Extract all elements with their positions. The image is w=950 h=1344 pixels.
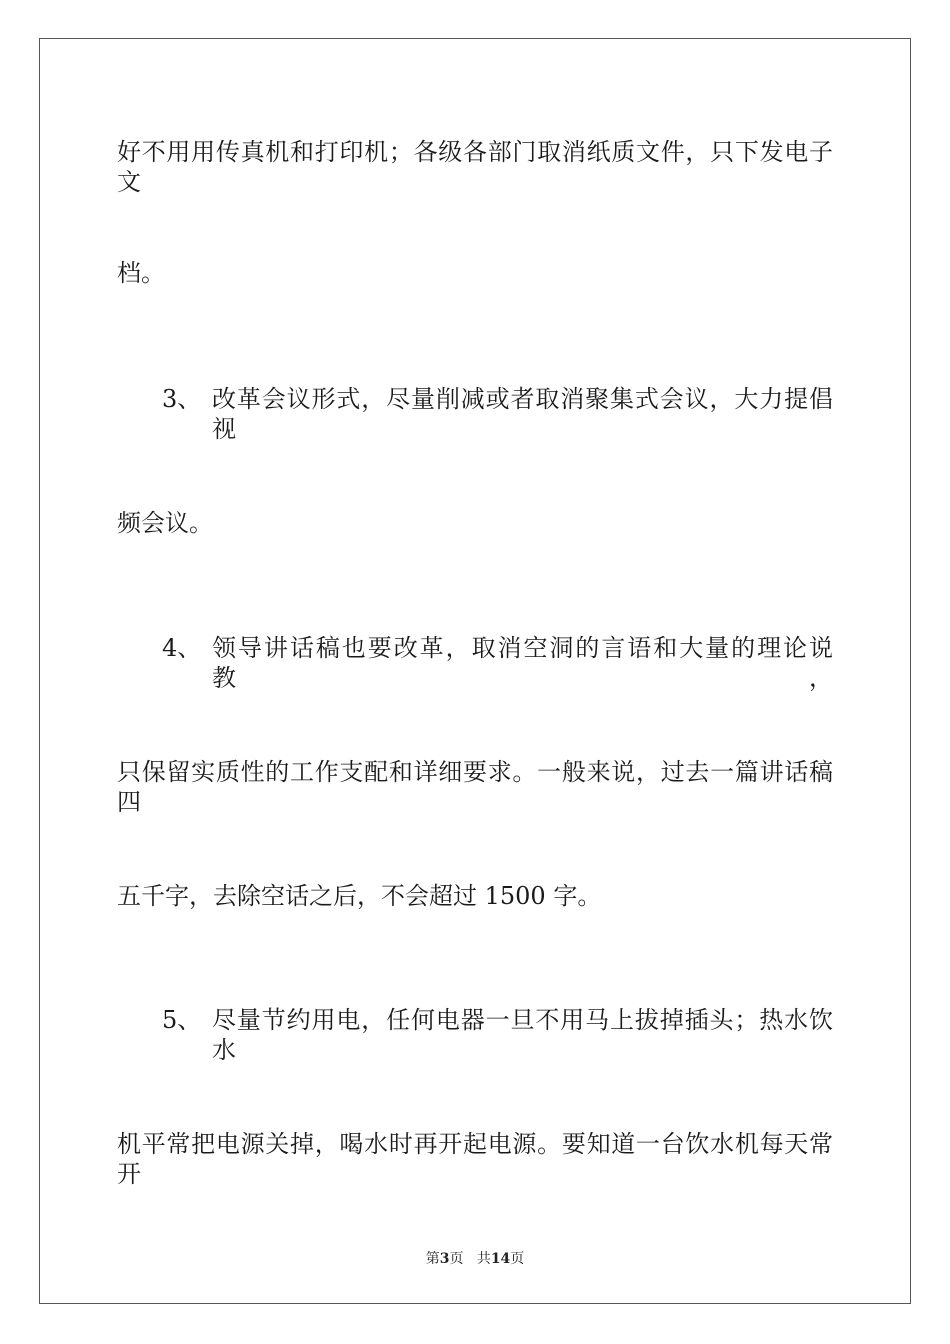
footer-page-suffix: 页 [449, 1251, 464, 1267]
footer-total-number: 14 [490, 1251, 511, 1267]
body-line-9: 机平常把电源关掉，喝水时再开起电源。要知道一台饮水机每天常开 [117, 1130, 833, 1188]
footer-total-prefix: 共 [476, 1251, 491, 1267]
item-number-4: 4、 [162, 634, 202, 662]
item-number-5: 5、 [162, 1006, 202, 1034]
body-line-8: 尽量节约用电，任何电器一旦不用马上拔掉插头；热水饮水 [212, 1006, 833, 1064]
page-footer [0, 1248, 950, 1268]
body-line-7: 五千字，去除空话之后，不会超过 1500 字。 [117, 882, 602, 910]
body-line-4: 频会议。 [117, 509, 213, 537]
item-number-3: 3、 [162, 385, 202, 413]
body-line-6: 只保留实质性的工作支配和详细要求。一般来说，过去一篇讲话稿四 [117, 758, 833, 816]
body-line-5: 领导讲话稿也要改革，取消空洞的言语和大量的理论说教， [212, 634, 833, 692]
footer-page-number: 3 [439, 1251, 450, 1267]
footer-total-suffix: 页 [510, 1251, 525, 1267]
footer-page-prefix: 第 [425, 1251, 440, 1267]
body-line-1: 好不用用传真机和打印机；各级各部门取消纸质文件，只下发电子文 [117, 138, 833, 196]
body-line-3: 改革会议形式，尽量削减或者取消聚集式会议，大力提倡视 [212, 385, 833, 443]
body-line-2: 档。 [117, 259, 165, 287]
